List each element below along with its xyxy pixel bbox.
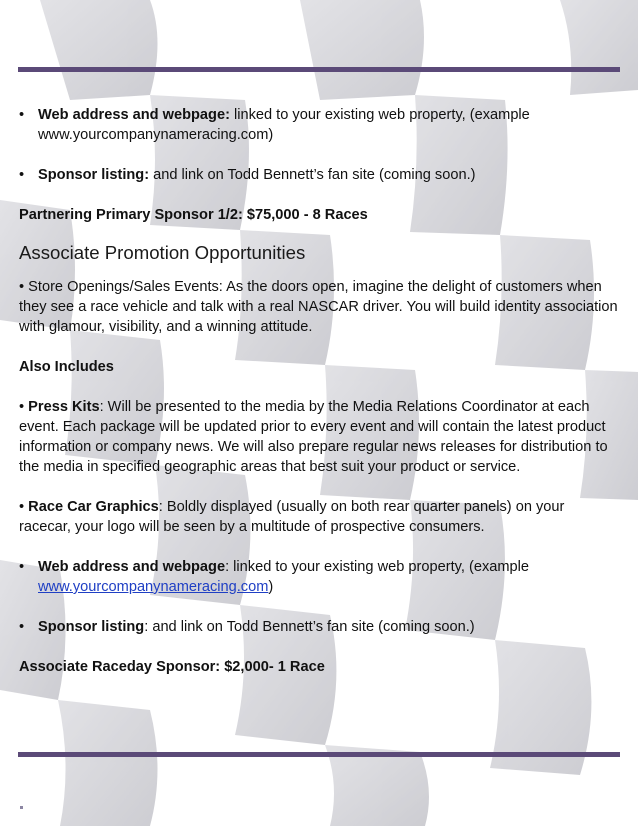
press-kits-label: Press Kits: [28, 399, 100, 415]
also-includes-text: Also Includes: [19, 359, 114, 375]
press-kits-text: : Will be presented to the media by the Media Relations Coordinator at each event. Each package will be updated prior to every event and will contain the latest product information or company news. We will also prepare regular news releases for distribution to the media in specified geographic areas that best suit your product or service.: [19, 399, 608, 475]
bottom-divider: [18, 752, 620, 757]
primary-sponsor-price: [19, 205, 619, 225]
section-heading: Associate Promotion Opportunities: [19, 242, 306, 263]
sponsor-listing-label: Sponsor listing: [38, 619, 145, 635]
page-fleck: [20, 806, 23, 809]
sponsor-listing-text: and link on Todd Bennett’s fan site (coming soon.): [149, 167, 476, 183]
bullet-dot: •: [19, 107, 25, 123]
bullet-sponsor-listing-2: [19, 617, 619, 637]
sponsor-listing-label: Sponsor listing:: [38, 167, 150, 183]
web-address-text: linked to your existing web property, (example: [229, 107, 530, 123]
web-address-link[interactable]: www.yourcompanynameracing.com: [38, 579, 269, 595]
graphics-bullet: •: [19, 499, 29, 515]
web-address-close: ): [268, 579, 274, 595]
web-address-text: : linked to your existing web property, (example: [225, 559, 529, 575]
top-divider: [18, 67, 620, 72]
race-car-graphics-paragraph: [19, 497, 619, 537]
press-bullet: •: [19, 399, 29, 415]
web-address-url: www.yourcompanynameracing.com): [38, 127, 274, 143]
bullet-web-address-2: [19, 557, 619, 597]
store-openings-paragraph: • Store Openings/Sales Events: As the doors open, imagine the delight of customers when they see a race vehicle and talk with a real NASCAR driver. You will build identity association with glamour, visibility, and a winning attitude.: [19, 279, 618, 335]
bullet-dot: •: [19, 619, 25, 635]
press-kits-paragraph: [19, 397, 619, 477]
bullet-sponsor-listing-1: [19, 165, 619, 185]
also-includes-heading: [19, 357, 619, 377]
race-car-graphics-text: : Boldly displayed (usually on both rear quarter panels) on your racecar, your logo will be seen by a multitude of prospective consumers.: [19, 499, 565, 535]
associate-sponsor-price-text: Associate Raceday Sponsor: $2,000- 1 Race: [19, 659, 325, 675]
associate-sponsor-price: [19, 657, 619, 677]
bullet-dot: •: [19, 559, 25, 575]
primary-sponsor-price-text: Partnering Primary Sponsor 1/2: $75,000 - 8 Races: [19, 207, 368, 223]
web-address-label: Web address and webpage: [38, 559, 226, 575]
sponsor-listing-text: : and link on Todd Bennett’s fan site (coming soon.): [144, 619, 475, 635]
web-address-label: Web address and webpage:: [38, 107, 230, 123]
document-body: [19, 105, 619, 677]
bullet-dot: •: [19, 167, 25, 183]
bullet-web-address-1: [19, 105, 619, 145]
race-car-graphics-label: Race Car Graphics: [28, 499, 159, 515]
